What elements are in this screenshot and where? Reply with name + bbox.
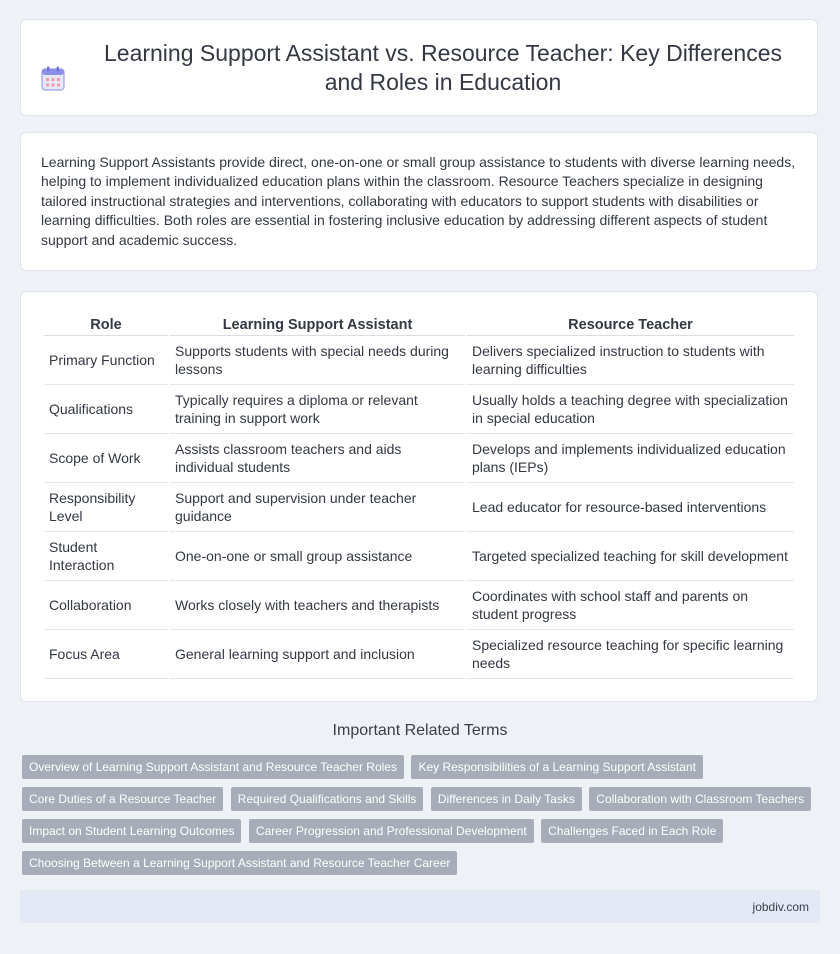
row-role-cell: Responsibility Level: [44, 483, 168, 532]
header-resource-teacher: Resource Teacher: [467, 308, 794, 336]
related-term-tag[interactable]: Key Responsibilities of a Learning Support Assistant: [411, 755, 703, 779]
header-role: Role: [44, 308, 168, 336]
related-term-tag[interactable]: Required Qualifications and Skills: [231, 787, 424, 811]
row-lsa-cell: Supports students with special needs during lessons: [170, 336, 465, 385]
footer: [20, 890, 820, 923]
row-rt-cell: Targeted specialized teaching for skill development: [467, 532, 794, 581]
row-lsa-cell: Support and supervision under teacher guidance: [170, 483, 465, 532]
row-rt-cell: Specialized resource teaching for specific learning needs: [467, 630, 794, 679]
row-lsa-cell: One-on-one or small group assistance: [170, 532, 465, 581]
row-lsa-cell: Works closely with teachers and therapists: [170, 581, 465, 630]
intro-card: [20, 132, 818, 271]
comparison-card: [20, 291, 818, 702]
intro-text: Learning Support Assistants provide direct, one-on-one or small group assistance to students with diverse learning needs, helping to implement individualized education plans within the classroom. Resource Teachers specialize in designing tailored instructional strategies and interventions, collaborating with educators to support students with disabilities or learning difficulties. Both roles are essential in fostering inclusive education by addressing different aspects of student support and academic success.: [41, 154, 796, 248]
related-terms-list: [22, 755, 822, 883]
table-row: [44, 434, 794, 483]
row-rt-cell: Lead educator for resource-based interventions: [467, 483, 794, 532]
row-rt-cell: Coordinates with school staff and parents on student progress: [467, 581, 794, 630]
table-header-row: [44, 308, 794, 336]
row-lsa-cell: Assists classroom teachers and aids individual students: [170, 434, 465, 483]
related-term-tag[interactable]: Career Progression and Professional Development: [249, 819, 534, 843]
related-term-tag[interactable]: Impact on Student Learning Outcomes: [22, 819, 241, 843]
row-role-cell: Focus Area: [44, 630, 168, 679]
row-rt-cell: Delivers specialized instruction to students with learning difficulties: [467, 336, 794, 385]
row-role-cell: Qualifications: [44, 385, 168, 434]
row-lsa-cell: General learning support and inclusion: [170, 630, 465, 679]
related-term-tag[interactable]: Collaboration with Classroom Teachers: [589, 787, 811, 811]
row-lsa-cell: Typically requires a diploma or relevant training in support work: [170, 385, 465, 434]
related-term-tag[interactable]: Challenges Faced in Each Role: [541, 819, 723, 843]
row-rt-cell: Usually holds a teaching degree with specialization in special education: [467, 385, 794, 434]
row-rt-cell: Develops and implements individualized education plans (IEPs): [467, 434, 794, 483]
title-wrap: [39, 39, 799, 97]
table-row: [44, 483, 794, 532]
related-term-tag[interactable]: Core Duties of a Resource Teacher: [22, 787, 223, 811]
comparison-table: [42, 308, 796, 679]
table-row: [44, 630, 794, 679]
row-role-cell: Primary Function: [44, 336, 168, 385]
related-term-tag[interactable]: Differences in Daily Tasks: [431, 787, 582, 811]
row-role-cell: Student Interaction: [44, 532, 168, 581]
page-title: Learning Support Assistant vs. Resource Teacher: Key Differences and Roles in Education: [103, 39, 783, 95]
table-row: [44, 336, 794, 385]
table-row: [44, 532, 794, 581]
table-row: [44, 385, 794, 434]
header-card: [20, 19, 818, 116]
related-term-tag[interactable]: Choosing Between a Learning Support Assistant and Resource Teacher Career: [22, 851, 457, 875]
related-terms-heading: Important Related Terms: [332, 722, 508, 739]
table-row: [44, 581, 794, 630]
related-term-tag[interactable]: Overview of Learning Support Assistant and Resource Teacher Roles: [22, 755, 404, 779]
header-learning-support-assistant: Learning Support Assistant: [170, 308, 465, 336]
footer-site-link[interactable]: jobdiv.com: [752, 900, 809, 914]
row-role-cell: Collaboration: [44, 581, 168, 630]
row-role-cell: Scope of Work: [44, 434, 168, 483]
calendar-icon: [39, 65, 67, 93]
